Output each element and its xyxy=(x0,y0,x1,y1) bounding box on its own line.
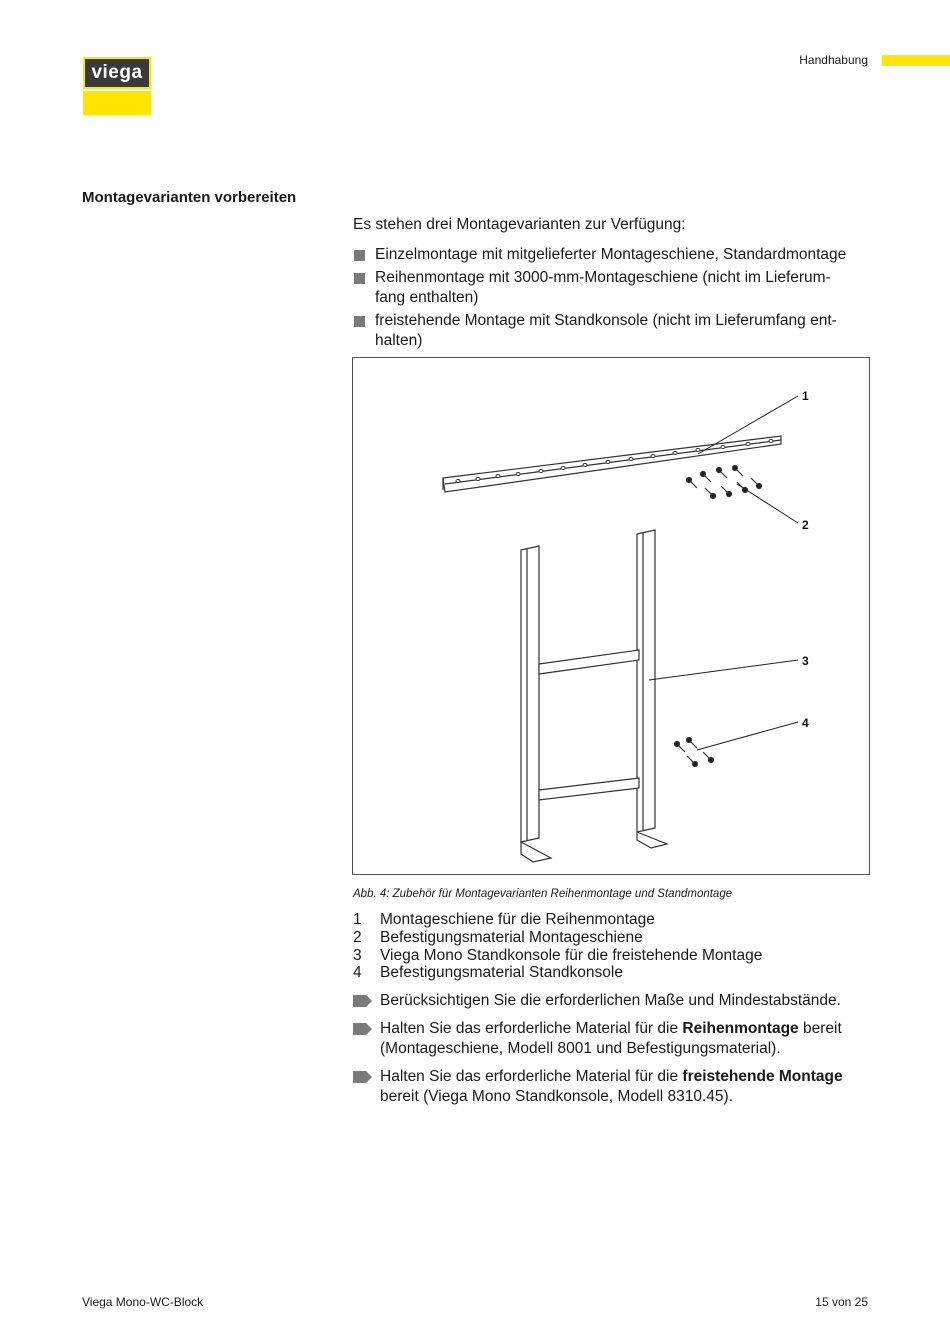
figure-legend xyxy=(353,911,762,982)
variant-list xyxy=(353,245,873,354)
step-item: Halten Sie das erforderliche Material für die freistehende Montage bereit (Viega Mono Standkonsole, Modell 8310.45). xyxy=(353,1067,873,1107)
instruction-steps xyxy=(353,991,873,1115)
header-section-label: Handhabung xyxy=(799,53,868,67)
footer-product: Viega Mono-WC-Block xyxy=(82,1295,204,1309)
section-title: Montagevarianten vorbereiten xyxy=(82,189,297,206)
legend-item: 1 Montageschiene für die Reihenmontage xyxy=(353,911,655,928)
step-arrow-icon xyxy=(353,1071,372,1083)
legend-item: 4 Befestigungsmaterial Standkonsole xyxy=(353,964,623,982)
logo-text: viega xyxy=(85,59,149,87)
figure-caption: Abb. 4: Zubehör für Montagevarianten Reihenmontage und Standmontage xyxy=(353,888,733,900)
list-item: freistehende Montage mit Standkonsole (nicht im Lieferumfang ent- halten) xyxy=(353,311,873,352)
list-item: Einzelmontage mit mitgelieferter Montageschiene, Standardmontage xyxy=(353,245,873,266)
accessory-figure xyxy=(352,357,870,875)
step-item: Berücksichtigen Sie die erforderlichen Maße und Mindestabstände. xyxy=(353,991,873,1011)
callout-3: 3 xyxy=(802,654,809,668)
viega-logo xyxy=(83,57,151,115)
mounting-rail xyxy=(443,436,781,492)
header-accent-bar xyxy=(882,55,950,66)
bullet-square-icon xyxy=(354,250,365,261)
stand-fasteners xyxy=(675,738,714,767)
bullet-square-icon xyxy=(354,273,365,284)
step-arrow-icon xyxy=(353,995,372,1007)
logo-yellow-block xyxy=(83,91,151,115)
bullet-square-icon xyxy=(354,316,365,327)
legend-item: 2 Befestigungsmaterial Montageschiene xyxy=(353,928,643,946)
accessory-illustration xyxy=(353,358,869,874)
footer-page-number: 15 von 25 xyxy=(815,1295,868,1309)
logo-top xyxy=(83,57,151,89)
step-item: Halten Sie das erforderliche Material für die Reihenmontage bereit (Montageschiene, Modell 8001 und Befestigungsmaterial). xyxy=(353,1019,873,1059)
legend-item: 3 Viega Mono Standkonsole für die freistehende Montage xyxy=(353,946,763,964)
intro-text: Es stehen drei Montagevarianten zur Verfügung: xyxy=(353,216,686,233)
stand-console xyxy=(521,530,667,862)
callout-1: 1 xyxy=(802,389,809,403)
step-arrow-icon xyxy=(353,1023,372,1035)
list-item: Reihenmontage mit 3000-mm-Montageschiene (nicht im Lieferum- fang enthalten) xyxy=(353,268,873,309)
rail-fasteners xyxy=(687,466,762,499)
callout-4: 4 xyxy=(802,716,809,730)
callout-2: 2 xyxy=(802,518,809,532)
